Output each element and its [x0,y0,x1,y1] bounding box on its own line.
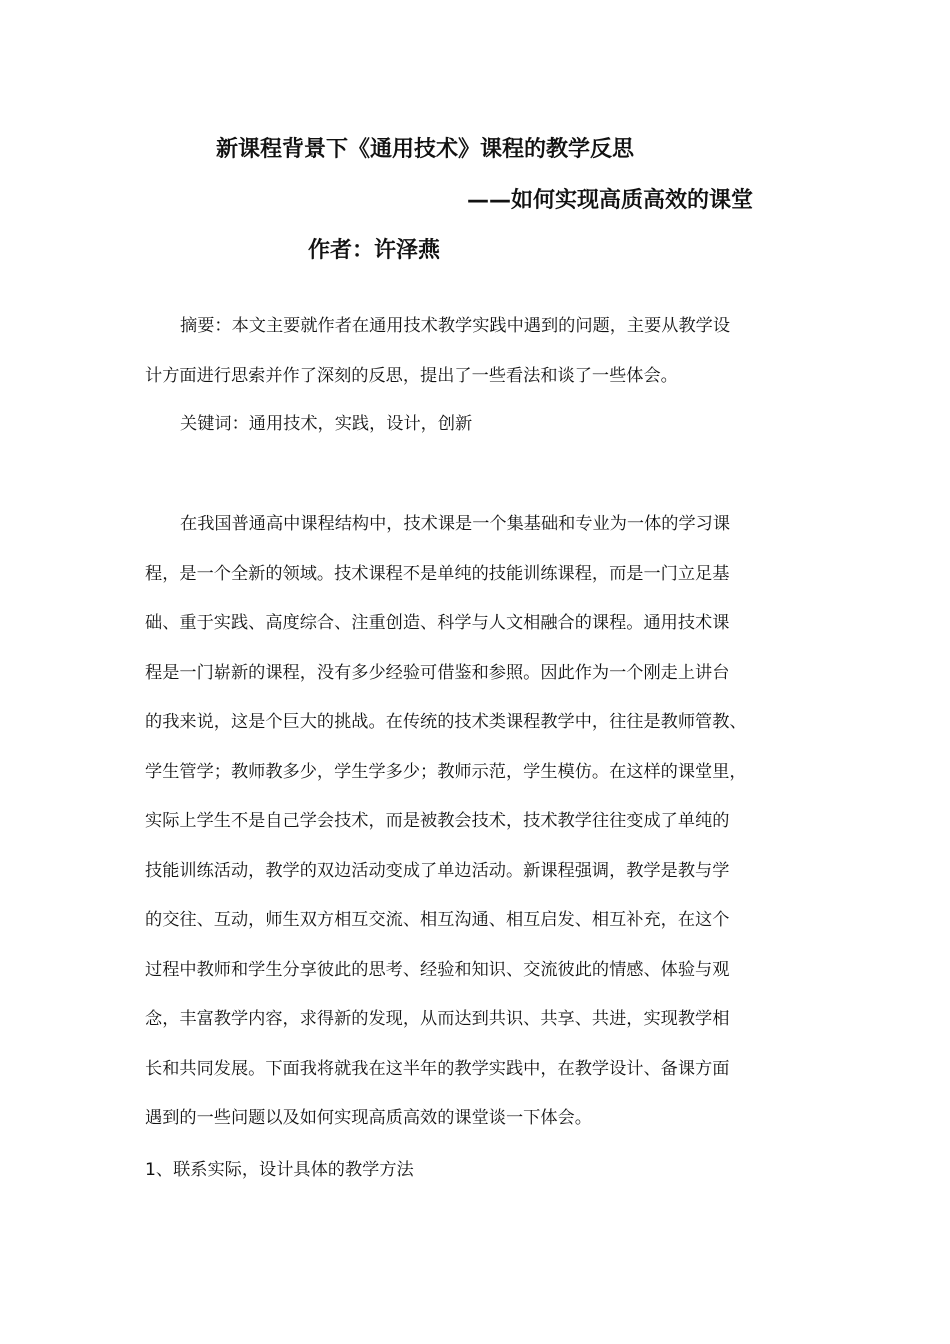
document-subtitle: ——如何实现高质高效的课堂 [467,188,754,213]
keywords-text: 关键词：通用技术，实践，设计，创新 [180,414,473,434]
document-title: 新课程背景下《通用技术》课程的教学反思 [216,137,635,162]
keywords-line [145,400,825,450]
abstract-paragraph [145,302,825,401]
section-heading-text: 1、联系实际，设计具体的教学方法 [145,1160,414,1180]
body-line: 础、重于实践、高度综合、注重创造、科学与人文相融合的课程。通用技术课 [145,613,730,633]
body-line: 在我国普通高中课程结构中，技术课是一个集基础和专业为一体的学习课 [180,514,731,534]
abstract-line: 摘要：本文主要就作者在通用技术教学实践中遇到的问题，主要从教学设 [180,316,731,336]
body-line: 程是一门崭新的课程，没有多少经验可借鉴和参照。因此作为一个刚走上讲台 [145,662,730,683]
body-line: 过程中教师和学生分享彼此的思考、经验和知识、交流彼此的情感、体验与观 [145,959,730,980]
body-line: 程，是一个全新的领域。技术课程不是单纯的技能训练课程，而是一门立足基 [145,563,730,584]
body-line: 长和共同发展。下面我将就我在这半年的教学实践中，在教学设计、备课方面 [145,1058,730,1079]
abstract-line: 计方面进行思索并作了深刻的反思，提出了一些看法和谈了一些体会。 [145,365,678,386]
body-line: 实际上学生不是自己学会技术，而是被教会技术，技术教学往往变成了单纯的 [145,811,730,831]
body-line: 的我来说，这是个巨大的挑战。在传统的技术类课程教学中，往往是教师管教、 [145,712,747,732]
section-heading [145,1146,825,1196]
body-line: 技能训练活动，教学的双边活动变成了单边活动。新课程强调，教学是教与学 [145,860,730,881]
body-line: 的交往、互动，师生双方相互交流、相互沟通、相互启发、相互补充，在这个 [145,910,730,930]
author-line: 作者：许泽燕 [308,238,441,263]
body-line: 念，丰富教学内容，求得新的发现，从而达到共识、共享、共进，实现教学相 [145,1009,730,1029]
body-line: 学生管学；教师教多少，学生学多少；教师示范，学生模仿。在这样的课堂里， [145,761,747,782]
body-line: 遇到的一些问题以及如何实现高质高效的课堂谈一下体会。 [145,1108,592,1128]
body-paragraph [145,500,825,1144]
